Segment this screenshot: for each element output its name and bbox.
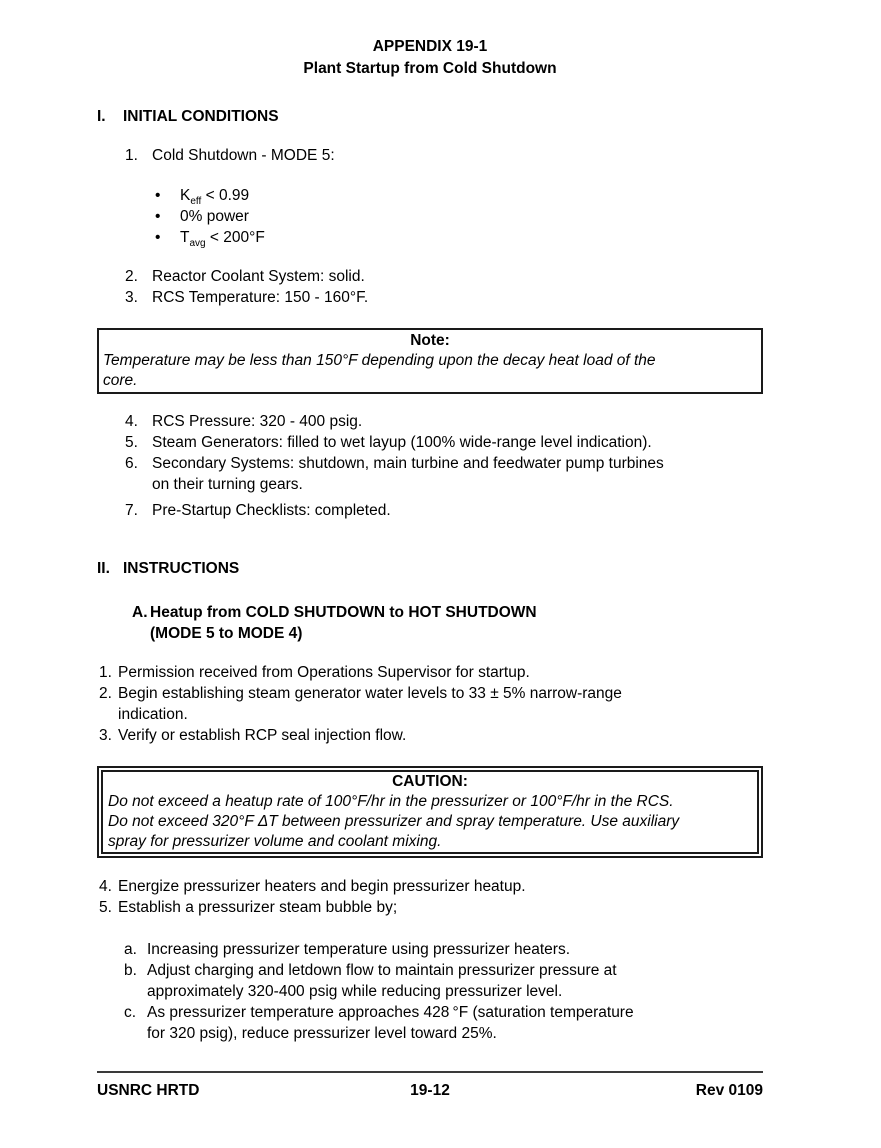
step-item	[99, 662, 763, 683]
section-title: INSTRUCTIONS	[123, 560, 240, 577]
step-text	[118, 683, 763, 725]
item-number: 3.	[125, 289, 138, 306]
item-text: RCS Pressure: 320 - 400 psig.	[152, 413, 363, 430]
subsection-letter: A.	[132, 604, 148, 621]
step-item	[99, 683, 763, 725]
step-text: Energize pressurizer heaters and begin pressurizer heatup.	[118, 878, 526, 895]
substep-text: Increasing pressurizer temperature using pressurizer heaters.	[147, 941, 570, 958]
list-group	[97, 411, 763, 521]
bullet-list	[97, 185, 763, 248]
step-item	[99, 876, 763, 897]
caution-line: spray for pressurizer volume and coolant mixing.	[108, 833, 442, 850]
bullet-text	[180, 185, 763, 206]
list-item	[125, 432, 763, 453]
section-title: INITIAL CONDITIONS	[123, 108, 279, 125]
note-line: core.	[103, 372, 138, 389]
symbol-base: T	[180, 229, 190, 246]
list-item	[125, 500, 763, 521]
substep-text-line: Adjust charging and letdown flow to maintain pressurizer pressure at	[147, 962, 617, 979]
bullet-marker: •	[155, 187, 161, 204]
footer-page-number: 19-12	[410, 1082, 450, 1099]
title-line-2: Plant Startup from Cold Shutdown	[303, 60, 557, 77]
step-text-line: Begin establishing steam generator water levels to 33 ± 5% narrow-range	[118, 685, 622, 702]
note-line: Temperature may be less than 150°F depending upon the decay heat load of the	[103, 352, 656, 369]
step-text-line: indication.	[118, 706, 188, 723]
substep-text-line: for 320 psig), reduce pressurizer level toward 25%.	[147, 1025, 497, 1042]
item-text: Reactor Coolant System: solid.	[152, 268, 365, 285]
substep-text	[147, 960, 763, 1002]
caution-line: Do not exceed a heatup rate of 100°F/hr in the pressurizer or 100°F/hr in the RCS.	[108, 793, 674, 810]
substep-letter: a.	[124, 941, 137, 958]
symbol-subscript: avg	[189, 238, 206, 250]
step-number: 1.	[99, 664, 112, 681]
subsection-title-line: (MODE 5 to MODE 4)	[150, 625, 303, 642]
footer-revision: Rev 0109	[695, 1082, 763, 1099]
section-heading-initial-conditions	[97, 106, 763, 127]
substep-letter: c.	[124, 1004, 137, 1021]
step-text: Permission received from Operations Supervisor for startup.	[118, 664, 530, 681]
symbol-rest: < 0.99	[201, 187, 250, 204]
substep-list	[97, 939, 763, 1044]
item-number: 7.	[125, 502, 138, 519]
step-number: 2.	[99, 685, 112, 702]
substep-item	[124, 960, 763, 1002]
item-text-line: Secondary Systems: shutdown, main turbine and feedwater pump turbines	[152, 455, 664, 472]
bullet-item	[155, 185, 763, 206]
section-heading-instructions	[97, 558, 763, 579]
list-item	[125, 145, 763, 166]
step-text: Establish a pressurizer steam bubble by;	[118, 899, 398, 916]
list-item	[125, 453, 763, 495]
caution-box-inner	[101, 770, 759, 854]
caution-box	[97, 766, 763, 858]
item-number: 1.	[125, 147, 138, 164]
section-number: II.	[97, 560, 110, 577]
item-text: Cold Shutdown - MODE 5:	[152, 147, 335, 164]
substep-text-line: As pressurizer temperature approaches 428 °F (saturation temperature	[147, 1004, 634, 1021]
item-text	[152, 453, 763, 495]
item-text: Pre-Startup Checklists: completed.	[152, 502, 391, 519]
substep-text-line: approximately 320-400 psig while reducing pressurizer level.	[147, 983, 563, 1000]
list-group	[97, 266, 763, 308]
substep-text	[147, 1002, 763, 1044]
caution-line: Do not exceed 320°F ΔT between pressurizer and spray temperature. Use auxiliary	[108, 813, 680, 830]
page-title	[97, 36, 763, 80]
footer-divider	[97, 1071, 763, 1073]
step-item	[99, 897, 763, 918]
bullet-item	[155, 227, 763, 248]
substep-item	[124, 939, 763, 960]
note-body	[103, 351, 757, 391]
item-text-line: on their turning gears.	[152, 476, 303, 493]
bullet-item	[155, 206, 763, 227]
step-text: Verify or establish RCP seal injection flow.	[118, 727, 407, 744]
caution-title: CAUTION:	[392, 773, 468, 790]
item-text: Steam Generators: filled to wet layup (100% wide-range level indication).	[152, 434, 652, 451]
step-number: 4.	[99, 878, 112, 895]
list-item	[125, 266, 763, 287]
note-title: Note:	[410, 332, 450, 349]
list-item	[125, 287, 763, 308]
caution-body	[108, 792, 752, 852]
subsection-title	[150, 602, 763, 644]
symbol-rest: < 200°F	[205, 229, 265, 246]
item-text: RCS Temperature: 150 - 160°F.	[152, 289, 369, 306]
step-number: 5.	[99, 899, 112, 916]
bullet-marker: •	[155, 208, 161, 225]
note-box	[97, 328, 763, 394]
substep-item	[124, 1002, 763, 1044]
title-line-1: APPENDIX 19-1	[372, 38, 488, 55]
bullet-text	[180, 227, 763, 248]
bullet-marker: •	[155, 229, 161, 246]
symbol-base: K	[180, 187, 191, 204]
subsection-title-line: Heatup from COLD SHUTDOWN to HOT SHUTDOWN	[150, 604, 537, 621]
step-item	[99, 725, 763, 746]
section-number: I.	[97, 108, 106, 125]
footer-org: USNRC HRTD	[97, 1082, 200, 1099]
page-footer	[97, 1080, 763, 1101]
item-number: 5.	[125, 434, 138, 451]
bullet-text: 0% power	[180, 208, 249, 225]
subsection-heading-a	[132, 602, 763, 644]
step-number: 3.	[99, 727, 112, 744]
item-number: 6.	[125, 455, 138, 472]
item-number: 4.	[125, 413, 138, 430]
item-number: 2.	[125, 268, 138, 285]
substep-letter: b.	[124, 962, 137, 979]
step-list	[97, 876, 763, 918]
symbol-subscript: eff	[190, 196, 202, 208]
list-item	[125, 411, 763, 432]
step-list	[97, 662, 763, 746]
